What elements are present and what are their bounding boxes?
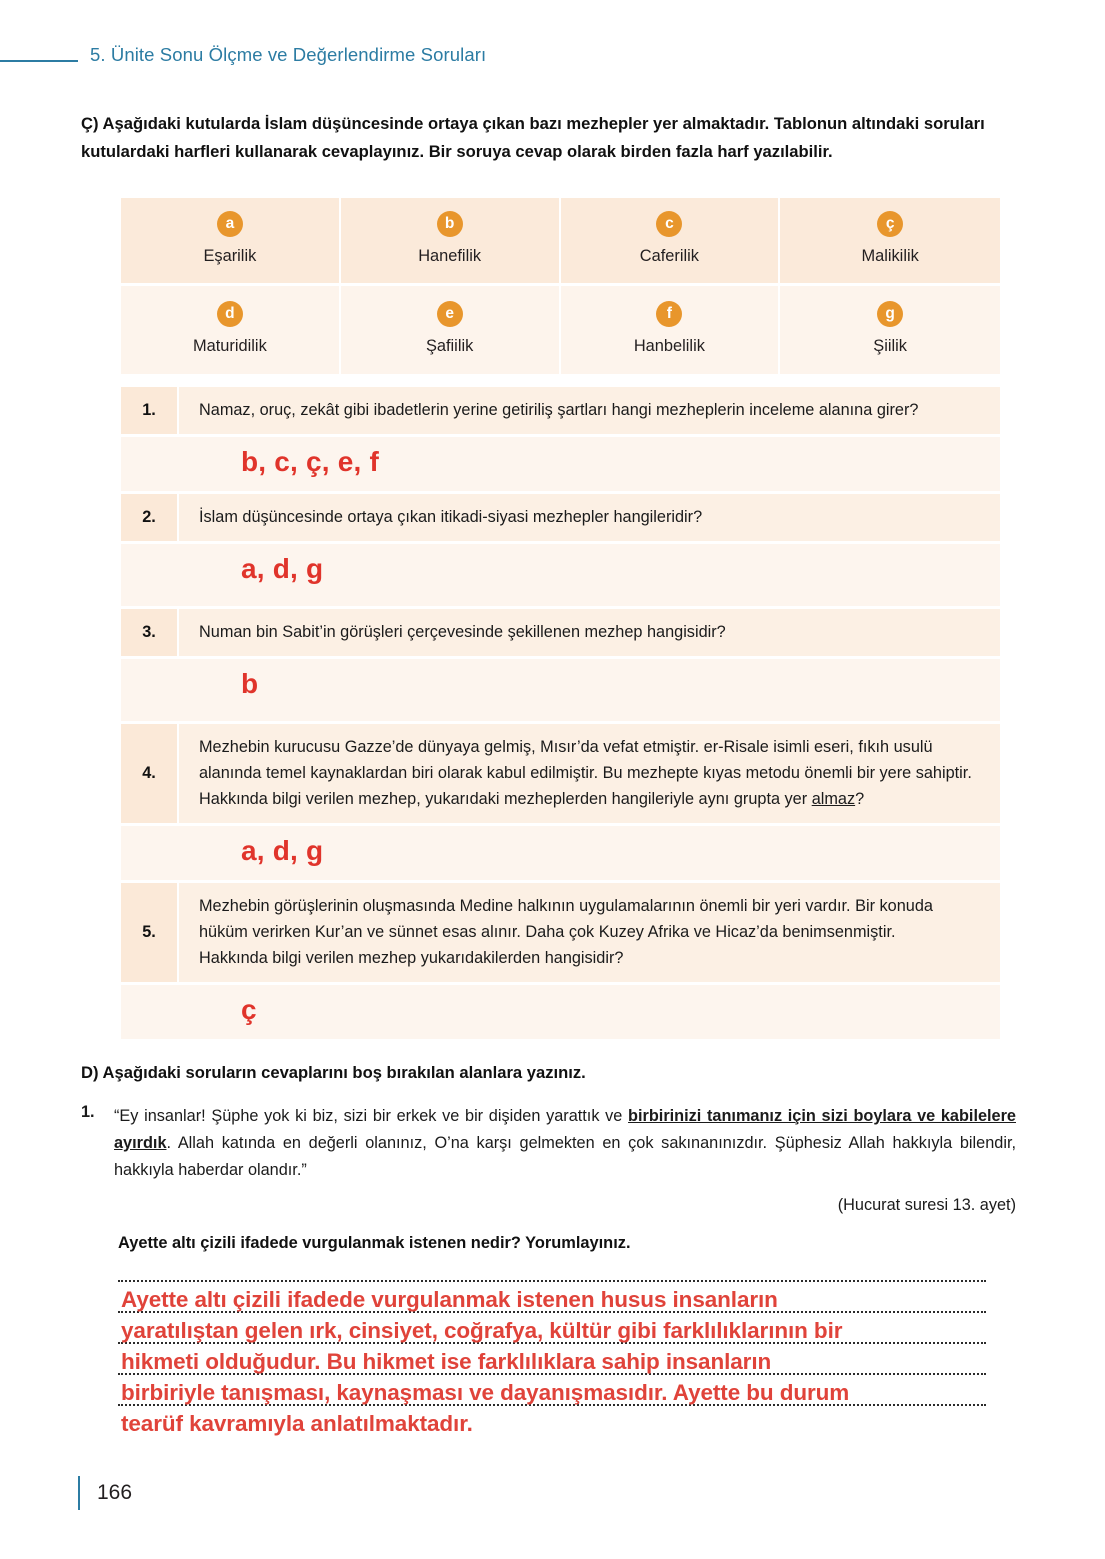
letter-cell-c-cedilla: [780, 198, 1000, 286]
verse-emphasis: birbirinizi tanımanız için sizi boylara ve kabilelere ayırdık: [114, 1107, 1016, 1152]
answer-row-1[interactable]: [121, 437, 1000, 494]
question-number-5: 5.: [121, 883, 179, 982]
answer-gutter: [121, 985, 179, 1039]
letter-badge-e: e: [437, 301, 463, 327]
letter-cell-e: [341, 286, 561, 374]
question-row-2: [121, 494, 1000, 544]
question-text-5-line-1: Mezhebin görüşlerinin oluşmasında Medine halkının uygulamalarının önemli bir yeri vardır. Bir konuda hüküm verirken Kur’an ve sünnet esas alınır. Daha çok Kuzey Afrika ve Hicaz’da benimsenmiştir.: [199, 897, 933, 941]
question-row-5: [121, 883, 1000, 985]
section-d-question-1-number: 1.: [81, 1103, 95, 1121]
answer-row-3[interactable]: [121, 659, 1000, 724]
handwritten-line-1[interactable]: Ayette altı çizili ifadede vurgulanmak istenen husus insanların: [121, 1287, 778, 1312]
letter-label-e: Şafiilik: [425, 336, 474, 355]
page-footer: [78, 1476, 132, 1510]
answer-row-5[interactable]: [121, 985, 1000, 1042]
question-text-1: Namaz, oruç, zekât gibi ibadetlerin yerine getiriliş şartları hangi mezheplerin inceleme alanına girer?: [199, 401, 919, 419]
page-title: 5. Ünite Sonu Ölçme ve Değerlendirme Soruları: [90, 44, 487, 65]
page-number: 166: [97, 1481, 133, 1504]
answer-text-4[interactable]: a, d, g: [241, 835, 324, 866]
letter-cell-d: [121, 286, 341, 374]
section-d-prompt: Ayette altı çizili ifadede vurgulanmak istenen nedir? Yorumlayınız.: [118, 1234, 631, 1252]
letter-label-c: Caferilik: [639, 247, 699, 265]
answer-row-4[interactable]: [121, 826, 1000, 883]
question-row-1: [121, 387, 1000, 437]
question-text-5: [179, 883, 1000, 982]
answer-text-3[interactable]: b: [241, 668, 259, 699]
answer-gutter: [121, 437, 179, 491]
page-header: [0, 44, 1105, 78]
answer-text-2[interactable]: a, d, g: [241, 553, 324, 584]
letter-label-g: Şiilik: [873, 336, 907, 355]
question-row-4: [121, 724, 1000, 826]
answer-text-1[interactable]: b, c, ç, e, f: [241, 446, 379, 477]
letter-badge-c: c: [656, 211, 682, 237]
questions-table: [121, 387, 1000, 1042]
answer-row-2[interactable]: [121, 544, 1000, 609]
handwritten-line-2[interactable]: yaratılıştan gelen ırk, cinsiyet, coğrafya, kültür gibi farklılıklarının bir: [121, 1318, 843, 1343]
question-text-5-line-2: Hakkında bilgi verilen mezhep yukarıdakilerden hangisidir?: [199, 949, 624, 967]
handwritten-line-5[interactable]: tearüf kavramıyla anlatılmaktadır.: [121, 1411, 473, 1436]
letter-label-b: Hanefilik: [418, 247, 482, 265]
section-c-intro: Ç) Aşağıdaki kutularda İslam düşüncesinde ortaya çıkan bazı mezhepler yer almaktadır. Tablonun altındaki soruları kutulardaki harfleri kullanarak cevaplayınız. Bir soruya cevap olarak birden fazla harf yazılabilir.: [81, 114, 985, 161]
underlined-almaz: almaz: [811, 790, 856, 808]
footer-bar-decoration: [78, 1476, 80, 1510]
question-text-4-line-1: Mezhebin kurucusu Gazze’de dünyaya gelmiş, Mısır’da vefat etmiştir. er-Risale isimli eseri, fıkıh usulü alanında temel kaynaklardan biri olarak kabul edilmiştir. Bu mezhepte kıyas metodu önemli bir yere sahiptir.: [199, 738, 972, 782]
handwritten-line-3[interactable]: hikmeti olduğudur. Bu hikmet ise farklılıklara sahip insanların: [121, 1349, 772, 1374]
question-number-2: 2.: [121, 494, 179, 541]
handwritten-line-4[interactable]: birbiriyle tanışması, kaynaşması ve dayanışmasıdır. Ayette bu durum: [121, 1380, 850, 1405]
header-rule-decoration: [0, 60, 78, 62]
letter-cell-b: [341, 198, 561, 286]
answer-gutter: [121, 659, 179, 721]
question-text-4-line-2: Hakkında bilgi verilen mezhep, yukarıdaki mezheplerden hangileriyle aynı grupta yer almaz?: [199, 790, 865, 808]
verse-part-2: . Allah katında en değerli olanınız, O’na karşı gelmekten en çok sakınanınızdır. Şüphesiz Allah hakkıyla bilendir, hakkıyla haberdar olandır.”: [114, 1134, 1016, 1179]
table-row: [121, 198, 1000, 286]
question-number-4: 4.: [121, 724, 179, 823]
verse-part-1: “Ey insanlar! Şüphe yok ki biz, sizi bir erkek ve bir dişiden yarattık ve: [114, 1107, 629, 1125]
letter-cell-g: [780, 286, 1000, 374]
letter-cell-a: [121, 198, 341, 286]
letter-badge-d: d: [217, 301, 243, 327]
letter-label-c-cedilla: Malikilik: [861, 247, 919, 265]
answer-gutter: [121, 544, 179, 606]
letter-cell-c: [561, 198, 781, 286]
dotted-write-line: [118, 1280, 986, 1282]
handwritten-answer-area[interactable]: [118, 1280, 986, 1436]
answer-gutter: [121, 826, 179, 880]
question-row-3: [121, 609, 1000, 659]
mezhep-letters-table: [121, 198, 1000, 374]
letter-cell-f: [561, 286, 781, 374]
table-row: [121, 286, 1000, 374]
question-text-4: [179, 724, 1000, 823]
letter-badge-g: g: [877, 301, 903, 327]
section-d-question-1: [81, 1103, 1016, 1184]
letter-badge-a: a: [217, 211, 243, 237]
letter-badge-c-cedilla: ç: [877, 211, 903, 237]
section-d-question-1-text: [114, 1103, 1016, 1184]
section-d-title: D) Aşağıdaki soruların cevaplarını boş bırakılan alanlara yazınız.: [81, 1063, 586, 1082]
question-text-2: İslam düşüncesinde ortaya çıkan itikadi-siyasi mezhepler hangileridir?: [199, 508, 703, 526]
question-number-3: 3.: [121, 609, 179, 656]
letter-badge-f: f: [656, 301, 682, 327]
verse-citation: (Hucurat suresi 13. ayet): [837, 1196, 1016, 1214]
question-number-1: 1.: [121, 387, 179, 434]
letter-label-d: Maturidilik: [192, 336, 267, 355]
answer-text-5[interactable]: ç: [241, 994, 257, 1025]
letter-label-a: Eşarilik: [203, 247, 257, 265]
letter-badge-b: b: [437, 211, 463, 237]
question-text-3: Numan bin Sabit’in görüşleri çerçevesinde şekillenen mezhep hangisidir?: [199, 623, 726, 641]
letter-label-f: Hanbelilik: [633, 336, 705, 355]
